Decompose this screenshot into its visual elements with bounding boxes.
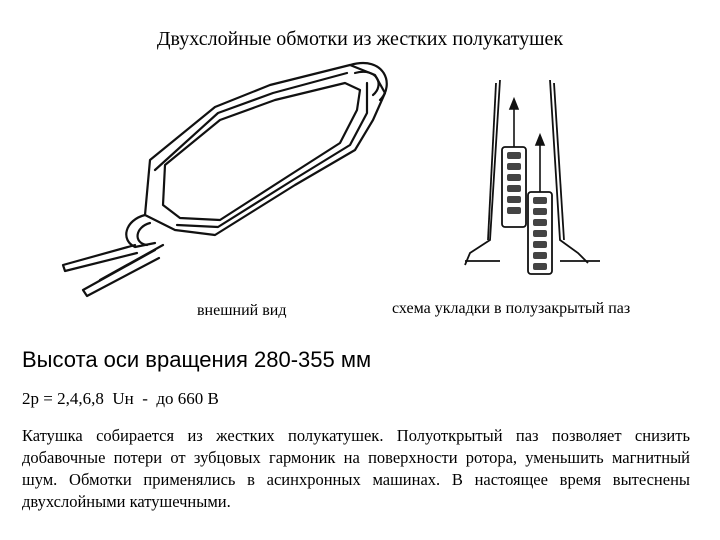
params-line [22,389,219,409]
caption-slot-layout: схема укладки в полузакрытый паз [392,300,631,317]
description-paragraph: Катушка собирается из жестких полукатушек. Полуоткрытый паз позволяет снизить добавочные потери от зубцовых гармоник на поверхности ротора, уменьшить магнитный шум. Обмотки применялись в асинхронных машинах. В настоящее время вытеснены двухслойными катушечными. [22,426,690,511]
coil-illustration [55,55,400,305]
slot-diagram [460,75,605,280]
voltage-value: - до 660 В [142,389,219,408]
poles-text: 2р = 2,4,6,8 [22,389,104,408]
slide-title: Двухслойные обмотки из жестких полукатушек [156,28,564,50]
caption-external-view: внешний вид [197,302,287,319]
voltage-symbol: Uн [112,389,134,408]
shaft-height-text: Высота оси вращения 280-355 мм [22,347,372,372]
